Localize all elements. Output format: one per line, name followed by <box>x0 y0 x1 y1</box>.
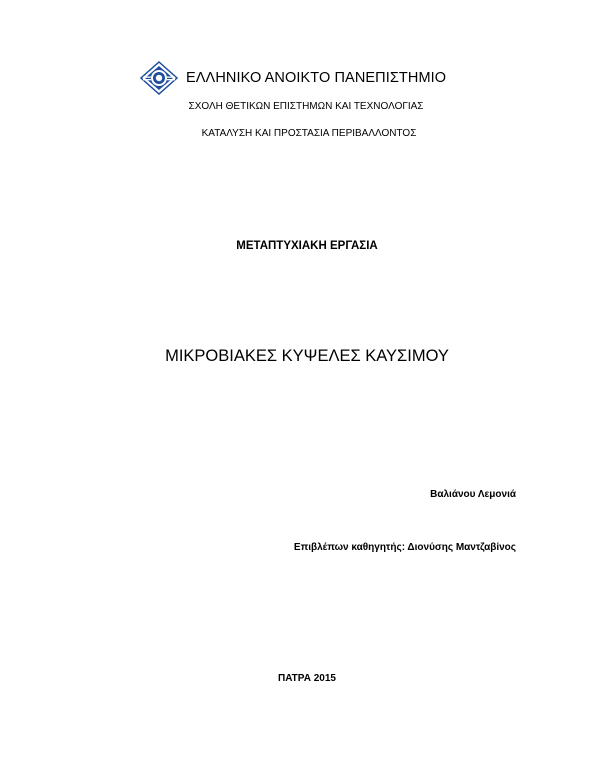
program-name: ΚΑΤΑΛΥΣΗ ΚΑΙ ΠΡΟΣΤΑΣΙΑ ΠΕΡΙΒΑΛΛΟΝΤΟΣ <box>201 128 417 139</box>
university-name: ΕΛΛΗΝΙΚΟ ΑΝΟΙΚΤΟ ΠΑΝΕΠΙΣΤΗΜΙΟ <box>186 70 447 86</box>
header <box>140 61 446 95</box>
school-name: ΣΧΟΛΗ ΘΕΤΙΚΩΝ ΕΠΙΣΤΗΜΩΝ ΚΑΙ ΤΕΧΝΟΛΟΓΙΑΣ <box>188 101 424 112</box>
thesis-title: ΜΙΚΡΟΒΙΑΚΕΣ ΚΥΨΕΛΕΣ ΚΑΥΣΙΜΟΥ <box>165 347 449 365</box>
university-logo-icon <box>140 61 178 95</box>
author-name: Βαλιάνου Λεμονιά <box>430 489 516 500</box>
supervisor-line: Επιβλέπων καθηγητής: Διονύσης Μαντζαβίνος <box>293 542 516 553</box>
thesis-type: ΜΕΤΑΠΤΥΧΙΑΚΗ ΕΡΓΑΣΙΑ <box>236 240 378 252</box>
place-date: ΠΑΤΡΑ 2015 <box>278 673 336 684</box>
